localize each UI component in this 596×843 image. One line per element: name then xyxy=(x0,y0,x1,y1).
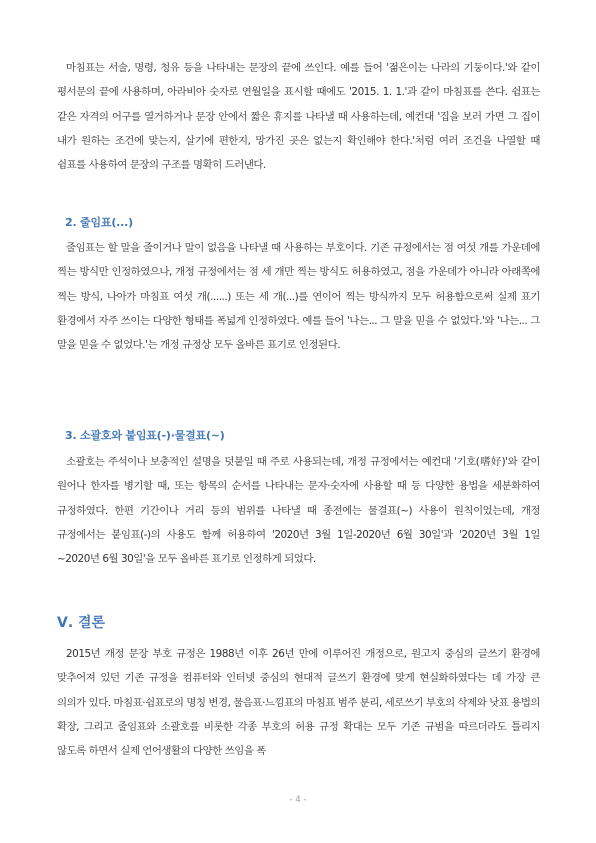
paragraph-ellipsis: 줄임표는 할 말을 줄이거나 말이 없음을 나타낼 때 사용하는 부호이다. 기존 규정에서는 점 여섯 개를 가운데에 찍는 방식만 인정하였으나, 개정 규정에서는 점 세 개만 찍는 방식도 허용하였고, 점을 가운데가 아니라 아래쪽에 찍는 방식, 나아가 마침표 여섯 개(......) 또는 세 개(...)를 연이어 찍는 방식까지 모두 허용함으로써 실제 표기 환경에서 자주 쓰이는 다양한 형태를 폭넓게 인정하였다. 예를 들어 '나는... 그 말을 믿을 수 없었다.'와 '나는... 그 말을 믿을 수 없었다.'는 개정 규정상 모두 올바른 표기로 인정된다. xyxy=(57,242,540,352)
chapter-heading-conclusion: Ⅴ. 결론 xyxy=(57,615,106,631)
paragraph-period-comma: 마침표는 서술, 명령, 청유 등을 나타내는 문장의 끝에 쓰인다. 예를 들어 '젊은이는 나라의 기둥이다.'와 같이 평서문의 끝에 사용하며, 아라비아 숫자로 연월일을 표시할 때에도 '2015. 1. 1.'과 같이 마침표를 쓴다. 쉼표는 같은 자격의 어구를 열거하거나 문장 안에서 짧은 휴지를 나타낼 때 사용하는데, 예컨대 '집을 보러 가면 그 집이 내가 원하는 조건에 맞는지, 살기에 편한지, 망가진 곳은 없는지 확인해야 한다.'처럼 여러 조건을 나열할 때 쉼표를 사용하여 문장의 구조를 명확히 드러낸다. xyxy=(57,62,540,172)
paragraph-conclusion: 2015년 개정 문장 부호 규정은 1988년 이후 26년 만에 이루어진 개정으로, 원고지 중심의 글쓰기 환경에 맞추어져 있던 기존 규정을 컴퓨터와 인터넷 중심의 현대적 글쓰기 환경에 맞게 현실화하였다는 데 가장 큰 의의가 있다. 마침표·쉼표로의 명칭 변경, 물음표·느낌표의 마침표 범주 분리, 세로쓰기 부호의 삭제와 낫표 용법의 확장, 그리고 줄임표와 소괄호를 비롯한 각종 부호의 허용 규정 확대는 모두 기존 규범을 따르더라도 틀리지 않도록 하면서 실제 언어생활의 다양한 쓰임을 폭 xyxy=(57,648,540,758)
page-number: - 4 - xyxy=(289,795,307,805)
section-heading-ellipsis: 2. 줄임표(...) xyxy=(65,216,133,229)
paragraph-parentheses: 소괄호는 주석이나 보충적인 설명을 덧붙일 때 주로 사용되는데, 개정 규정에서는 예컨대 '기호(嗜好)'와 같이 원어나 한자를 병기할 때, 또는 항목의 순서를 나타내는 문자·숫자에 사용할 때 등 다양한 용법을 세분화하여 규정하였다. 한편 기간이나 거리 등의 범위를 나타낼 때 종전에는 물결표(~) 사용이 원칙이었는데, 개정 규정에서는 붙임표(-)의 사용도 함께 허용하여 '2020년 3월 1일-2020년 6월 30일'과 '2020년 3월 1일~2020년 6월 30일'을 모두 올바른 표기로 인정하게 되었다. xyxy=(57,456,540,566)
section-heading-parentheses: 3. 소괄호와 붙임표(-)·물결표(~) xyxy=(65,429,225,442)
